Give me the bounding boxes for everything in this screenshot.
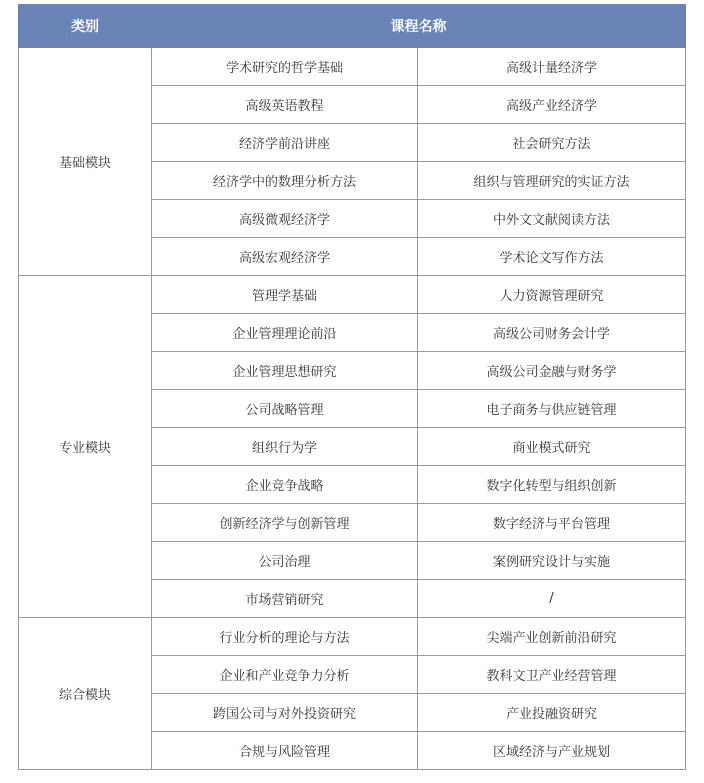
course-cell: 数字化转型与组织创新 [418,466,686,504]
course-cell: 经济学中的数理分析方法 [152,162,418,200]
course-cell: 公司战略管理 [152,390,418,428]
course-cell: 尖端产业创新前沿研究 [418,618,686,656]
course-cell: 高级微观经济学 [152,200,418,238]
course-cell: / [418,580,686,618]
module-name-basic: 基础模块 [19,48,152,276]
course-cell: 企业和产业竞争力分析 [152,656,418,694]
table-row [19,48,686,86]
course-cell: 中外文文献阅读方法 [418,200,686,238]
course-cell: 企业管理理论前沿 [152,314,418,352]
course-cell: 市场营销研究 [152,580,418,618]
course-cell: 公司治理 [152,542,418,580]
course-cell: 企业管理思想研究 [152,352,418,390]
course-cell: 经济学前沿讲座 [152,124,418,162]
header-category: 类别 [19,5,152,48]
course-cell: 教科文卫产业经营管理 [418,656,686,694]
course-cell: 高级产业经济学 [418,86,686,124]
course-cell: 高级公司金融与财务学 [418,352,686,390]
course-cell: 电子商务与供应链管理 [418,390,686,428]
table-row [19,618,686,656]
course-table [18,4,686,770]
course-cell: 高级宏观经济学 [152,238,418,276]
course-cell: 管理学基础 [152,276,418,314]
course-cell: 企业竞争战略 [152,466,418,504]
course-cell: 合规与风险管理 [152,732,418,770]
course-cell: 创新经济学与创新管理 [152,504,418,542]
course-cell: 组织与管理研究的实证方法 [418,162,686,200]
table-row [19,276,686,314]
course-cell: 区域经济与产业规划 [418,732,686,770]
course-cell: 高级公司财务会计学 [418,314,686,352]
course-cell: 人力资源管理研究 [418,276,686,314]
table-body [19,48,686,770]
course-cell: 组织行为学 [152,428,418,466]
header-course-name: 课程名称 [152,5,686,48]
module-name-professional: 专业模块 [19,276,152,618]
course-cell: 跨国公司与对外投资研究 [152,694,418,732]
course-cell: 产业投融资研究 [418,694,686,732]
module-name-comprehensive: 综合模块 [19,618,152,770]
course-cell: 高级英语教程 [152,86,418,124]
course-cell: 商业模式研究 [418,428,686,466]
header-row [19,5,686,48]
course-cell: 高级计量经济学 [418,48,686,86]
course-cell: 学术论文写作方法 [418,238,686,276]
course-cell: 数字经济与平台管理 [418,504,686,542]
course-cell: 学术研究的哲学基础 [152,48,418,86]
course-cell: 行业分析的理论与方法 [152,618,418,656]
course-cell: 案例研究设计与实施 [418,542,686,580]
course-cell: 社会研究方法 [418,124,686,162]
